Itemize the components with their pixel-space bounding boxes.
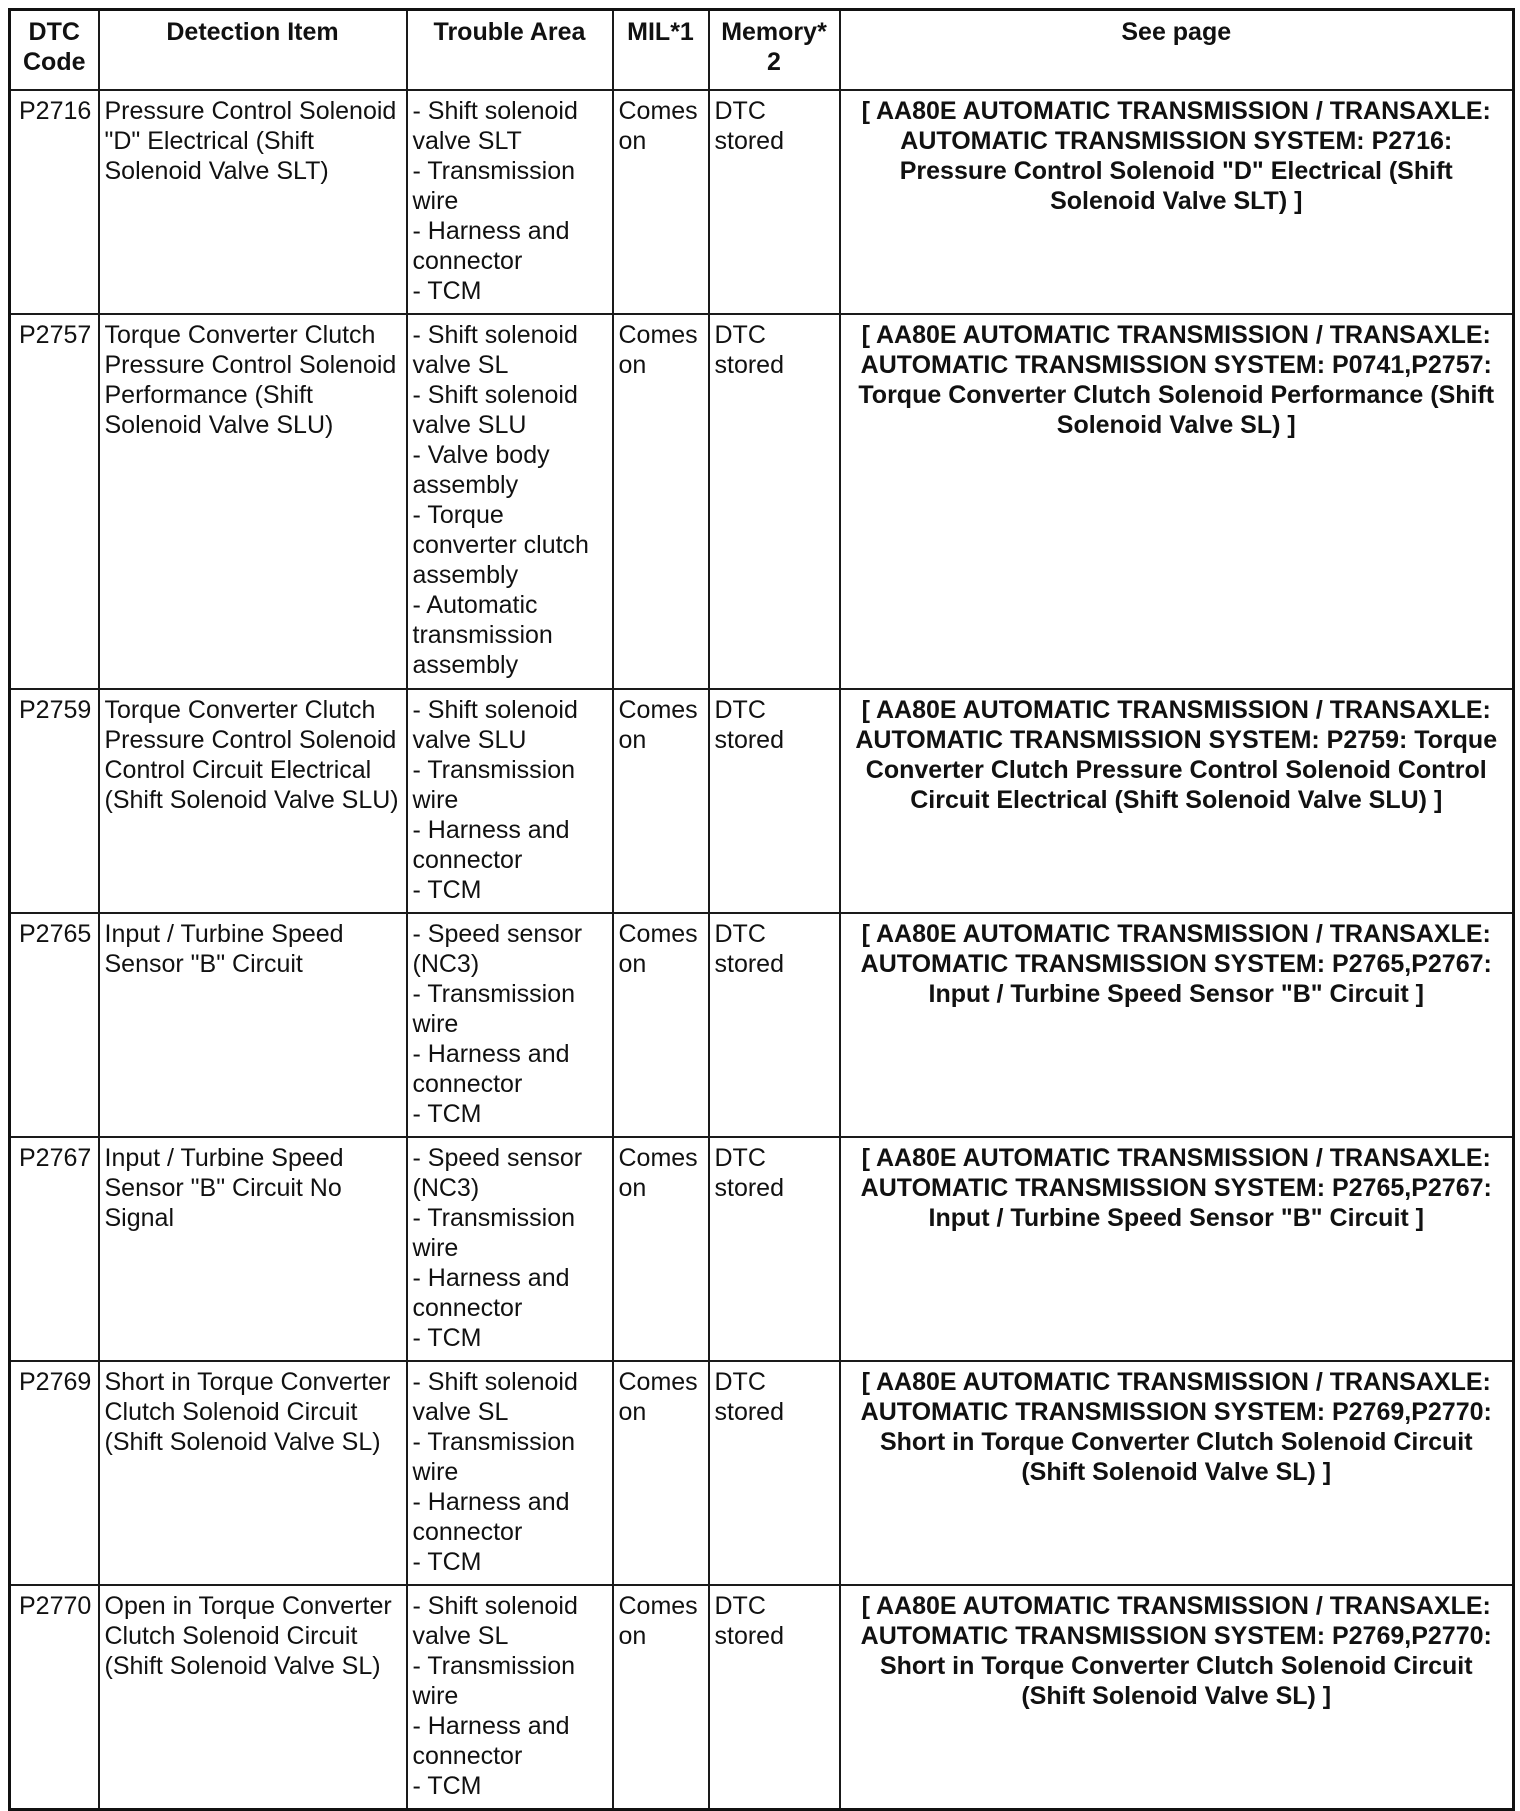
trouble-area-item: - Shift solenoid valve SL xyxy=(412,1592,578,1650)
dtc-code-cell: P2759 xyxy=(10,689,99,913)
trouble-area-cell xyxy=(407,314,613,689)
trouble-area-item: - Shift solenoid valve SL xyxy=(412,1368,578,1426)
trouble-area-item: - Shift solenoid valve SLT xyxy=(412,97,578,155)
mil-cell: Comes on xyxy=(613,1137,709,1361)
see-page-link[interactable]: [ AA80E AUTOMATIC TRANSMISSION / TRANSAXLE: AUTOMATIC TRANSMISSION SYSTEM: P0741,P2757: Torque Converter Clutch Solenoid Performance (Shift Solenoid Valve SL) ] xyxy=(840,314,1514,689)
mil-cell: Comes on xyxy=(613,314,709,689)
trouble-area-item: - Transmission wire xyxy=(412,157,576,215)
memory-cell: DTC stored xyxy=(709,90,840,314)
trouble-area-item: - TCM xyxy=(412,1100,482,1128)
trouble-area-item: - TCM xyxy=(412,1772,482,1800)
see-page-link[interactable]: [ AA80E AUTOMATIC TRANSMISSION / TRANSAXLE: AUTOMATIC TRANSMISSION SYSTEM: P2769,P2770: Short in Torque Converter Clutch Solenoid Circuit (Shift Solenoid Valve SL) ] xyxy=(840,1361,1514,1585)
memory-cell: DTC stored xyxy=(709,1585,840,1809)
trouble-area-cell xyxy=(407,1137,613,1361)
trouble-area-item: - TCM xyxy=(412,1324,482,1352)
trouble-area-item: - Harness and connector xyxy=(412,1040,570,1098)
trouble-area-cell xyxy=(407,913,613,1137)
dtc-table-container xyxy=(8,8,1512,1811)
memory-cell: DTC stored xyxy=(709,913,840,1137)
header-detection-item: Detection Item xyxy=(99,10,407,91)
trouble-area-item: - Harness and connector xyxy=(412,816,570,874)
table-row xyxy=(10,314,1514,689)
header-mil: MIL*1 xyxy=(613,10,709,91)
dtc-code-cell: P2765 xyxy=(10,913,99,1137)
trouble-area-item: - Shift solenoid valve SLU xyxy=(412,696,578,754)
memory-cell: DTC stored xyxy=(709,314,840,689)
trouble-area-item: - Speed sensor (NC3) xyxy=(412,1144,583,1202)
see-page-link[interactable]: [ AA80E AUTOMATIC TRANSMISSION / TRANSAXLE: AUTOMATIC TRANSMISSION SYSTEM: P2765,P2767: Input / Turbine Speed Sensor "B" Circuit ] xyxy=(840,1137,1514,1361)
trouble-area-item: - Transmission wire xyxy=(412,1204,576,1262)
table-header-row xyxy=(10,10,1514,91)
mil-cell: Comes on xyxy=(613,1361,709,1585)
detection-item-cell: Pressure Control Solenoid "D" Electrical (Shift Solenoid Valve SLT) xyxy=(99,90,407,314)
trouble-area-item: - Valve body assembly xyxy=(412,441,550,499)
trouble-area-item: - Transmission wire xyxy=(412,1428,576,1486)
trouble-area-cell xyxy=(407,689,613,913)
mil-cell: Comes on xyxy=(613,913,709,1137)
header-memory: Memory*2 xyxy=(709,10,840,91)
mil-cell: Comes on xyxy=(613,689,709,913)
trouble-area-item: - TCM xyxy=(412,277,482,305)
see-page-link[interactable]: [ AA80E AUTOMATIC TRANSMISSION / TRANSAXLE: AUTOMATIC TRANSMISSION SYSTEM: P2716: Pressure Control Solenoid "D" Electrical (Shift Solenoid Valve SLT) ] xyxy=(840,90,1514,314)
detection-item-cell: Input / Turbine Speed Sensor "B" Circuit xyxy=(99,913,407,1137)
memory-cell: DTC stored xyxy=(709,1137,840,1361)
dtc-code-cell: P2757 xyxy=(10,314,99,689)
table-row xyxy=(10,90,1514,314)
table-body xyxy=(10,90,1514,1809)
dtc-code-cell: P2769 xyxy=(10,1361,99,1585)
trouble-area-item: - Speed sensor (NC3) xyxy=(412,920,583,978)
table-row xyxy=(10,689,1514,913)
header-trouble-area: Trouble Area xyxy=(407,10,613,91)
header-see-page: See page xyxy=(840,10,1514,91)
detection-item-cell: Input / Turbine Speed Sensor "B" Circuit No Signal xyxy=(99,1137,407,1361)
table-row xyxy=(10,1361,1514,1585)
trouble-area-item: - Transmission wire xyxy=(412,980,576,1038)
trouble-area-item: - Shift solenoid valve SLU xyxy=(412,381,578,439)
trouble-area-item: - Harness and connector xyxy=(412,1488,570,1546)
trouble-area-cell xyxy=(407,1585,613,1809)
trouble-area-cell xyxy=(407,1361,613,1585)
detection-item-cell: Torque Converter Clutch Pressure Control Solenoid Control Circuit Electrical (Shift Solenoid Valve SLU) xyxy=(99,689,407,913)
see-page-link[interactable]: [ AA80E AUTOMATIC TRANSMISSION / TRANSAXLE: AUTOMATIC TRANSMISSION SYSTEM: P2769,P2770: Short in Torque Converter Clutch Solenoid Circuit (Shift Solenoid Valve SL) ] xyxy=(840,1585,1514,1809)
trouble-area-item: - Torque converter clutch assembly xyxy=(412,501,589,589)
dtc-code-cell: P2767 xyxy=(10,1137,99,1361)
see-page-link[interactable]: [ AA80E AUTOMATIC TRANSMISSION / TRANSAXLE: AUTOMATIC TRANSMISSION SYSTEM: P2759: Torque Converter Clutch Pressure Control Solenoid Control Circuit Electrical (Shift Solenoid Valve SLU) ] xyxy=(840,689,1514,913)
memory-cell: DTC stored xyxy=(709,1361,840,1585)
trouble-area-item: - Harness and connector xyxy=(412,1264,570,1322)
mil-cell: Comes on xyxy=(613,1585,709,1809)
trouble-area-item: - Automatic transmission assembly xyxy=(412,591,553,679)
trouble-area-item: - Transmission wire xyxy=(412,1652,576,1710)
trouble-area-item: - TCM xyxy=(412,876,482,904)
memory-cell: DTC stored xyxy=(709,689,840,913)
dtc-table xyxy=(8,8,1515,1811)
detection-item-cell: Short in Torque Converter Clutch Solenoid Circuit (Shift Solenoid Valve SL) xyxy=(99,1361,407,1585)
header-dtc-code: DTC Code xyxy=(10,10,99,91)
trouble-area-item: - Harness and connector xyxy=(412,217,570,275)
trouble-area-item: - Transmission wire xyxy=(412,756,576,814)
dtc-code-cell: P2716 xyxy=(10,90,99,314)
table-row xyxy=(10,913,1514,1137)
trouble-area-item: - Harness and connector xyxy=(412,1712,570,1770)
detection-item-cell: Torque Converter Clutch Pressure Control Solenoid Performance (Shift Solenoid Valve SLU) xyxy=(99,314,407,689)
table-row xyxy=(10,1585,1514,1809)
dtc-code-cell: P2770 xyxy=(10,1585,99,1809)
detection-item-cell: Open in Torque Converter Clutch Solenoid Circuit (Shift Solenoid Valve SL) xyxy=(99,1585,407,1809)
table-row xyxy=(10,1137,1514,1361)
trouble-area-item: - Shift solenoid valve SL xyxy=(412,321,578,379)
trouble-area-cell xyxy=(407,90,613,314)
trouble-area-item: - TCM xyxy=(412,1548,482,1576)
mil-cell: Comes on xyxy=(613,90,709,314)
see-page-link[interactable]: [ AA80E AUTOMATIC TRANSMISSION / TRANSAXLE: AUTOMATIC TRANSMISSION SYSTEM: P2765,P2767: Input / Turbine Speed Sensor "B" Circuit ] xyxy=(840,913,1514,1137)
